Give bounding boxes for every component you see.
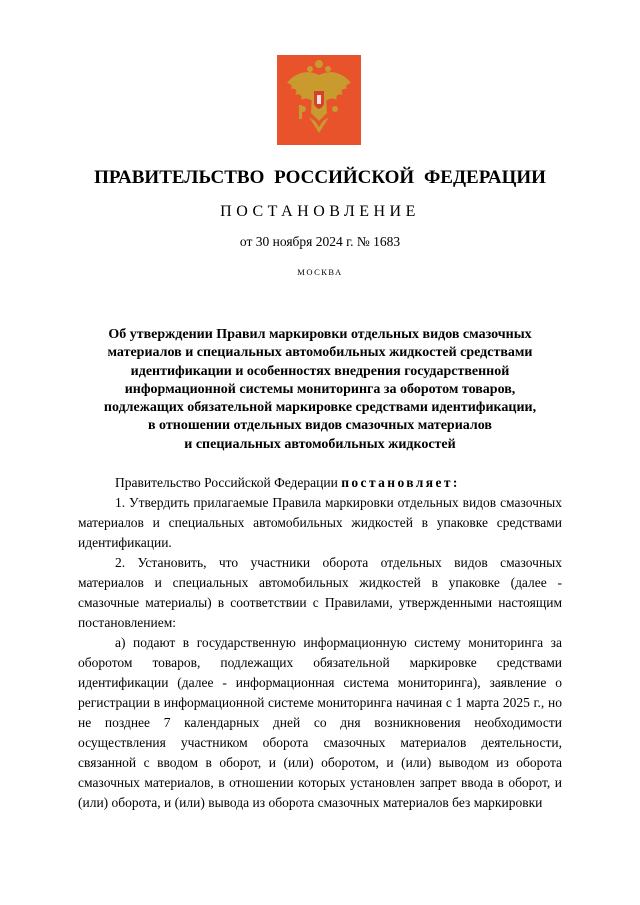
title-line: материалов и специальных автомобильных жидкостей средствами [107, 345, 533, 361]
decree-date-number: от 30 ноября 2024 г. № 1683 [239, 234, 401, 249]
title-line: подлежащих обязательной маркировке средствами идентификации, [103, 400, 537, 416]
title-line: Об утверждении Правил маркировки отдельных видов смазочных [108, 327, 532, 342]
government-title: ПРАВИТЕЛЬСТВО РОССИЙСКОЙ ФЕДЕРАЦИИ [94, 167, 546, 188]
title-line: идентификации и особенностях внедрения государственной [130, 363, 510, 379]
coat-of-arms-icon [277, 55, 361, 145]
body-paragraph: 2. Установить, что участники оборота отдельных видов смазочных материалов и специальных автомобильных жидкостей в упаковке (далее - смазочные материалы) в соответствии с Правилами, утвержденными настоящим постановлением: [78, 555, 562, 630]
preamble-emphasis: постановляет: [341, 475, 460, 490]
title-line: информационной системы мониторинга за оборотом товаров, [124, 381, 516, 397]
preamble-text: Правительство Российской Федерации [115, 475, 342, 490]
body-paragraph: 1. Утвердить прилагаемые Правила маркировки отдельных видов смазочных материалов и специальных автомобильных жидкостей в упаковке средствами идентификации. [78, 495, 562, 550]
preamble-paragraph [78, 473, 562, 493]
decree-city: МОСКВА [297, 267, 343, 277]
document-type: ПОСТАНОВЛЕНИЕ [220, 203, 420, 220]
title-line: и специальных автомобильных жидкостей [184, 436, 456, 452]
document-title [60, 326, 580, 454]
document-body [78, 473, 562, 813]
title-line: в отношении отдельных видов смазочных материалов [148, 418, 492, 434]
body-paragraph: а) подают в государственную информационную систему мониторинга за оборотом товаров, подлежащих обязательной маркировке средствами идентификации (далее - информационная система мониторинга), заявление о регистрации в информационной системе мониторинга начиная с 1 марта 2025 г., но не позднее 7 календарных дней со дня возникновения необходимости осуществления участником оборота смазочных материалов деятельности, связанной с вводом в оборот, и (или) оборотом, и (или) выводом из оборота смазочных материалов, в отношении которых установлен запрет ввода в оборот, и (или) оборота, и (или) вывода из оборота смазочных материалов без маркировки [78, 635, 562, 810]
